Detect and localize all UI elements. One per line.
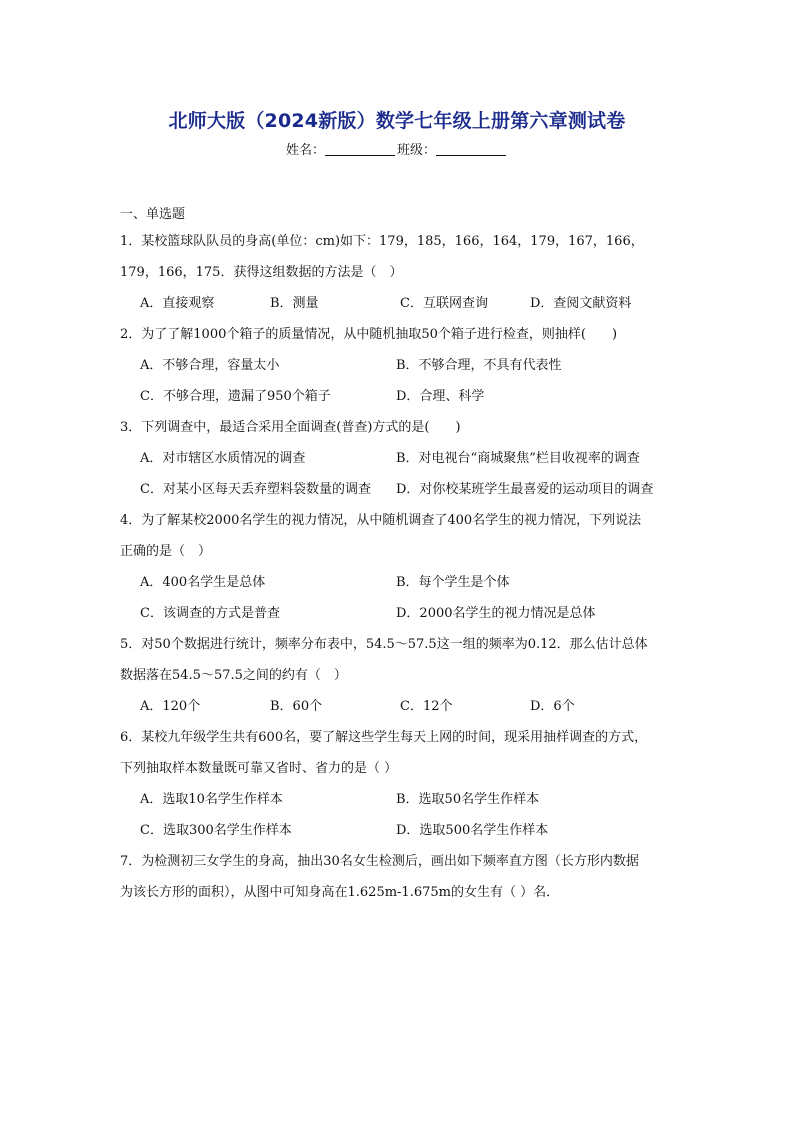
- page-title: 北师大版（2024新版）数学七年级上册第六章测试卷: [168, 110, 626, 132]
- option-row: [120, 474, 680, 505]
- question-text-line: 1．某校篮球队队员的身高(单位：cm)如下：179，185，166，164，179，167，166，: [120, 234, 644, 249]
- option-a[interactable]: A．不够合理，容量太小: [140, 358, 280, 373]
- option-c[interactable]: C．12个: [400, 699, 453, 714]
- question-1: [120, 226, 680, 319]
- option-d[interactable]: D．对你校某班学生最喜爱的运动项目的调查: [396, 482, 654, 497]
- question-text-line: 数据落在54.5～57.5之间的约有（ ）: [120, 668, 347, 683]
- question-text-line: 4．为了解某校2000名学生的视力情况，从中随机调查了400名学生的视力情况，下列说法: [120, 513, 642, 528]
- question-text-line: 下列抽取样本数量既可靠又省时、省力的是（ ）: [120, 761, 398, 776]
- option-row: [120, 443, 680, 474]
- option-b[interactable]: B．不够合理，不具有代表性: [396, 358, 562, 373]
- question-6: [120, 722, 680, 846]
- question-7: [120, 846, 680, 908]
- option-row: [120, 567, 680, 598]
- option-d[interactable]: D．6个: [530, 699, 575, 714]
- option-b[interactable]: B．60个: [270, 699, 323, 714]
- question-4: [120, 505, 680, 629]
- section-heading: 一、单选题: [120, 207, 186, 222]
- option-b[interactable]: B．对电视台“商城聚焦”栏目收视率的调查: [396, 451, 640, 466]
- question-2: [120, 319, 680, 412]
- question-text-line: 为该长方形的面积），从图中可知身高在1.625m-1.675m的女生有（ ）名．: [120, 885, 560, 900]
- option-row: [120, 815, 680, 846]
- option-c[interactable]: C．互联网查询: [400, 296, 488, 311]
- option-d[interactable]: D．查阅文献资料: [530, 296, 632, 311]
- question-text-line: 5．对50个数据进行统计，频率分布表中，54.5～57.5这一组的频率为0.12．那么估计总体: [120, 637, 648, 652]
- option-row: [120, 784, 680, 815]
- option-row: [120, 381, 680, 412]
- question-text-line: 3．下列调查中，最适合采用全面调查(普查)方式的是( ): [120, 420, 461, 435]
- name-blank[interactable]: [325, 142, 395, 156]
- option-d[interactable]: D．选取500名学生作样本: [396, 823, 549, 838]
- option-row: [120, 288, 680, 319]
- question-text-line: 7．为检测初三女学生的身高，抽出30名女生检测后，画出如下频率直方图（长方形内数据: [120, 854, 639, 869]
- question-list: [120, 226, 680, 908]
- option-a[interactable]: A．400名学生是总体: [140, 575, 266, 590]
- option-row: [120, 691, 680, 722]
- option-a[interactable]: A．120个: [140, 699, 201, 714]
- class-blank[interactable]: [436, 142, 506, 156]
- option-a[interactable]: A．直接观察: [140, 296, 215, 311]
- option-a[interactable]: A．对市辖区水质情况的调查: [140, 451, 306, 466]
- option-c[interactable]: C．选取300名学生作样本: [140, 823, 292, 838]
- option-b[interactable]: B．测量: [270, 296, 319, 311]
- question-5: [120, 629, 680, 722]
- option-c[interactable]: C．该调查的方式是普查: [140, 606, 280, 621]
- option-b[interactable]: B．选取50名学生作样本: [396, 792, 540, 807]
- question-text-line: 6．某校九年级学生共有600名，要了解这些学生每天上网的时间，现采用抽样调查的方式，: [120, 730, 648, 745]
- class-label: 班级：: [397, 143, 437, 158]
- question-3: [120, 412, 680, 505]
- option-row: [120, 598, 680, 629]
- option-c[interactable]: C．对某小区每天丢弃塑料袋数量的调查: [140, 482, 371, 497]
- name-label: 姓名：: [285, 143, 325, 158]
- option-d[interactable]: D．合理、科学: [396, 389, 485, 404]
- option-d[interactable]: D．2000名学生的视力情况是总体: [396, 606, 596, 621]
- question-text-line: 2．为了了解1000个箱子的质量情况，从中随机抽取50个箱子进行检查，则抽样( ): [120, 327, 618, 342]
- option-row: [120, 350, 680, 381]
- question-text-line: 正确的是（ ）: [120, 544, 212, 559]
- student-info: [0, 139, 794, 158]
- question-text-line: 179，166，175．获得这组数据的方法是（ ）: [120, 265, 403, 280]
- option-c[interactable]: C．不够合理，遗漏了950个箱子: [140, 389, 331, 404]
- option-a[interactable]: A．选取10名学生作样本: [140, 792, 283, 807]
- option-b[interactable]: B．每个学生是个体: [396, 575, 510, 590]
